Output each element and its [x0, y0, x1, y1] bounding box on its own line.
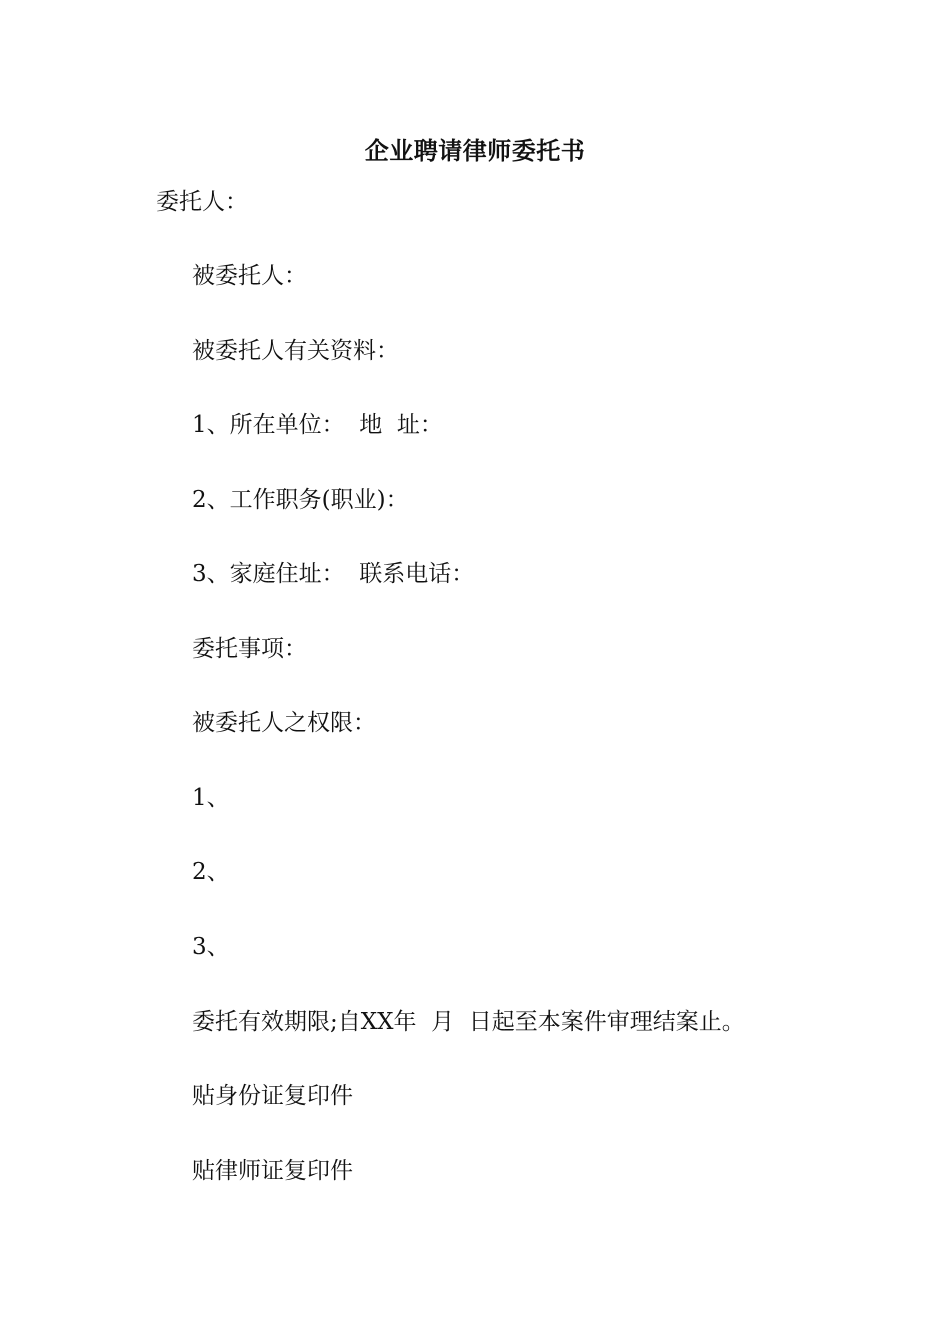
line-authority-2: 2、	[192, 859, 230, 885]
line-validity-period: 委托有效期限;自XX年 月 日起至本案件审理结案止。	[192, 1009, 745, 1035]
line-agent: 被委托人：	[192, 263, 307, 289]
document-title: 企业聘请律师委托书	[364, 136, 586, 165]
line-client: 委托人：	[156, 189, 248, 215]
line-job-position: 2、工作职务(职业)：	[192, 487, 409, 513]
line-agent-info: 被委托人有关资料：	[192, 338, 399, 364]
line-authority-3: 3、	[192, 934, 230, 960]
line-work-unit-address: 1、所在单位： 地 址：	[192, 412, 443, 438]
line-home-address-phone: 3、家庭住址： 联系电话：	[192, 561, 475, 587]
line-authority-1: 1、	[192, 785, 230, 811]
line-id-copy: 贴身份证复印件	[192, 1083, 353, 1109]
line-entrusted-matters: 委托事项：	[192, 636, 307, 662]
line-agent-authority: 被委托人之权限：	[192, 710, 376, 736]
line-lawyer-license-copy: 贴律师证复印件	[192, 1158, 353, 1184]
